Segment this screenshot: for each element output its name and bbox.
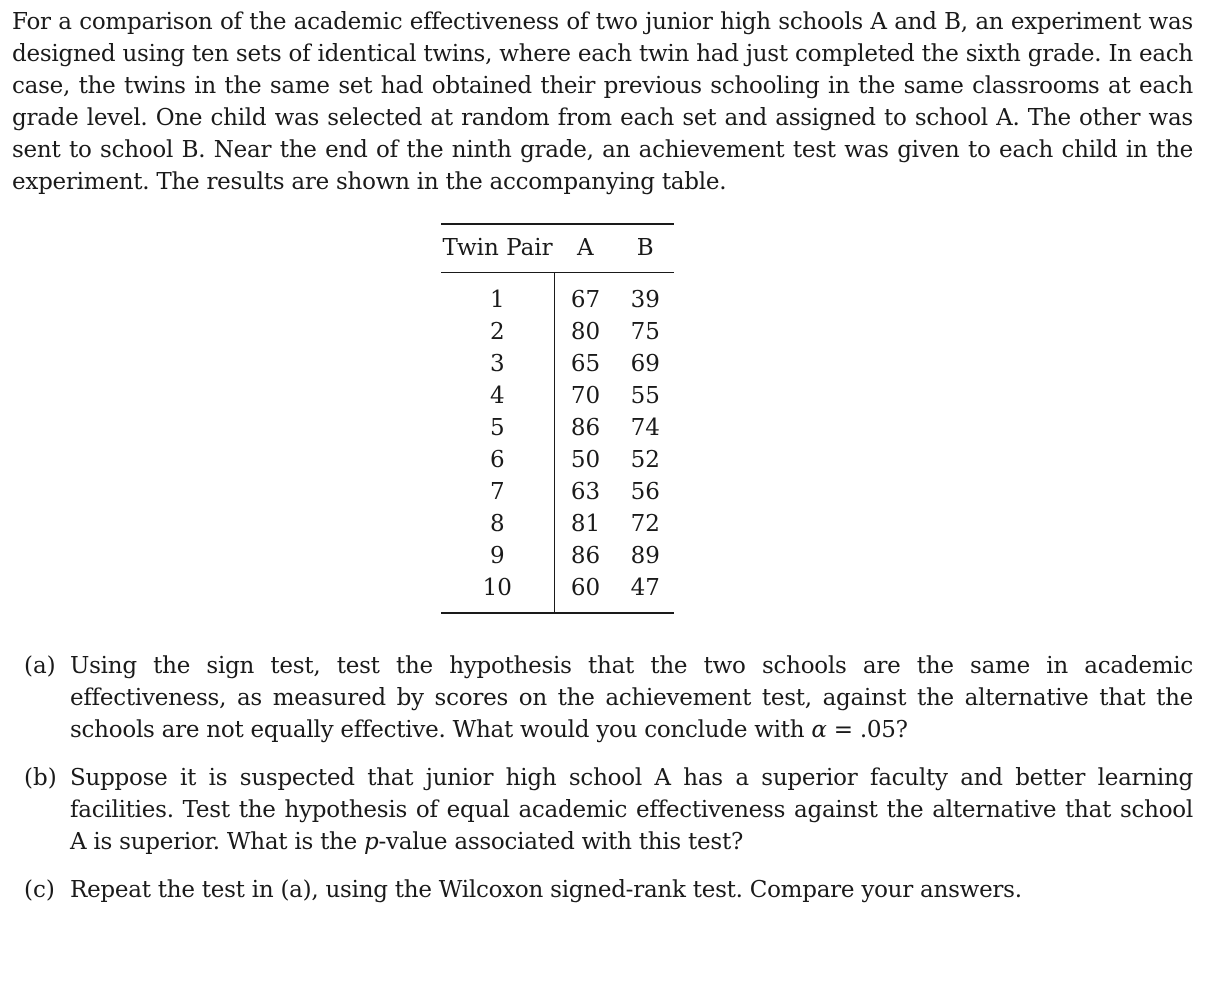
question-b-text [70,762,1193,858]
question-a [12,650,1193,746]
score-a-cell: 86 [570,415,601,441]
score-b-cell: 72 [630,511,660,537]
table-row [441,508,674,540]
table-row [441,348,674,380]
table-row [441,273,674,317]
twin-pair-cell: 5 [441,412,554,444]
question-a-label: (a) [24,653,56,679]
question-b-text-before: Suppose it is suspected that junior high school A has a superior faculty and better learning facilities. Test the hypothesis of equal academic effectiveness against the alternative that school A is superior. What is the [70,765,1193,855]
question-list [12,650,1193,922]
question-c-label: (c) [24,877,55,903]
score-b-cell: 69 [630,351,660,377]
question-b-text-after: -value associated with this test? [378,829,744,855]
score-b-cell: 89 [630,543,660,569]
twin-pair-cell: 6 [441,444,554,476]
score-a-cell: 81 [570,511,601,537]
question-b-label: (b) [24,765,57,791]
problem-intro: For a comparison of the academic effectiveness of two junior high schools A and B, an experiment was designed using ten sets of identical twins, where each twin had just completed the sixth grade. In each case, the twins in the same set had obtained their previous schooling in the same classrooms at each grade level. One child was selected at random from each set and assigned to school A. The other was sent to school B. Near the end of the ninth grade, an achievement test was given to each child in the experiment. The results are shown in the accompanying table. [12,9,1193,195]
score-a-cell: 65 [570,351,601,377]
score-a-cell: 70 [570,383,601,409]
question-c-text: Repeat the test in (a), using the Wilcoxon signed-rank test. Compare your answers. [70,877,1022,903]
twin-pair-cell: 8 [441,508,554,540]
score-b-cell: 56 [630,479,660,505]
score-b-cell: 39 [630,287,660,313]
score-a-cell: 60 [570,575,601,601]
question-c [12,874,1193,906]
header-school-a: A [576,235,594,261]
table-row [441,412,674,444]
twin-pair-cell: 4 [441,380,554,412]
table-row [441,316,674,348]
table-header-row [441,224,674,273]
score-b-cell: 74 [630,415,660,441]
twin-pair-cell: 2 [441,316,554,348]
header-twin-pair: Twin Pair [442,235,553,261]
score-b-cell: 52 [630,447,660,473]
twin-pair-cell: 3 [441,348,554,380]
problem-page [12,6,1193,198]
score-b-cell: 55 [630,383,660,409]
table-row [441,444,674,476]
twin-pair-cell: 1 [441,273,554,317]
score-a-cell: 80 [570,319,601,345]
twin-scores-table-wrap [441,223,674,614]
score-a-cell: 67 [570,287,601,313]
table-row [441,380,674,412]
question-a-text [70,650,1193,746]
twin-pair-cell: 9 [441,540,554,572]
question-a-text-before: Using the sign test, test the hypothesis that the two schools are the same in academic effectiveness, as measured by scores on the achievement test, against the alternative that the schools are not equally effective. What would you conclude with [70,653,1193,743]
twin-scores-table [441,223,674,614]
score-a-cell: 63 [570,479,601,505]
score-a-cell: 86 [570,543,601,569]
table-row [441,540,674,572]
question-b [12,762,1193,858]
twin-pair-cell: 7 [441,476,554,508]
score-b-cell: 75 [630,319,660,345]
table-row [441,572,674,613]
score-a-cell: 50 [570,447,601,473]
twin-pair-cell: 10 [441,572,554,613]
score-b-cell: 47 [630,575,660,601]
alpha-symbol: α [811,717,827,743]
p-symbol: p [364,829,379,855]
header-school-b: B [636,235,654,261]
question-a-text-after: = .05? [826,717,908,743]
table-row [441,476,674,508]
